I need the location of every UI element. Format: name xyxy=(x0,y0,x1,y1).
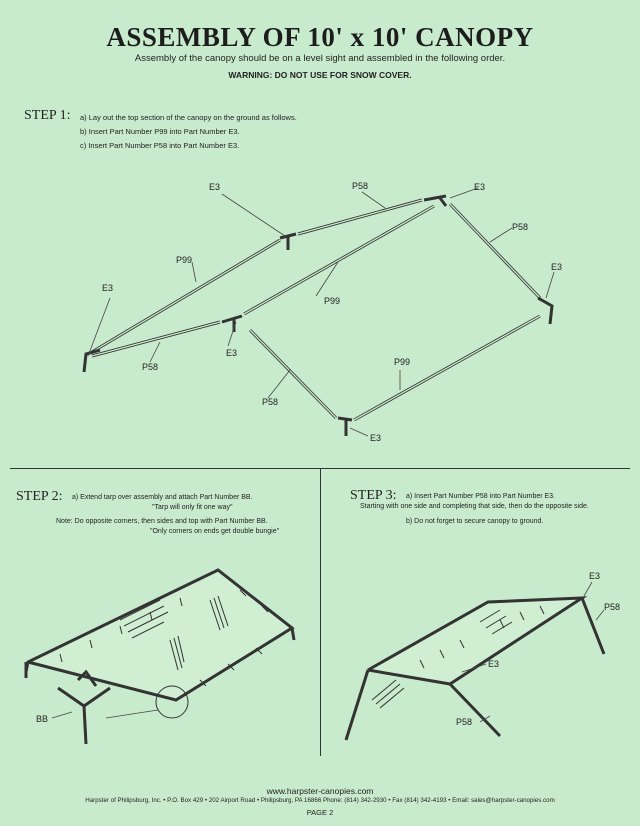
page-subtitle: Assembly of the canopy should be on a level sight and assembled in the following order. xyxy=(134,53,506,64)
step3-canopy-diagram xyxy=(346,582,604,740)
label-step3-e3-mid: E3 xyxy=(488,659,500,669)
step2-note-sub: "Only corners on ends get double bungie" xyxy=(150,528,280,535)
step1-label: STEP 1: xyxy=(24,108,71,123)
page-number: PAGE 2 xyxy=(306,808,334,817)
label-e3-right: E3 xyxy=(551,262,563,272)
warning-text: WARNING: DO NOT USE FOR SNOW COVER. xyxy=(228,70,412,80)
label-e3-top: E3 xyxy=(209,182,221,192)
label-p58-top: P58 xyxy=(352,181,369,191)
label-p99-bottom: P99 xyxy=(394,357,411,367)
step3-label: STEP 3: xyxy=(350,488,397,503)
label-bb: BB xyxy=(36,714,49,724)
step1-line-c: c) Insert Part Number P58 into Part Number E3. xyxy=(80,141,240,150)
label-e3-mid: E3 xyxy=(226,348,238,358)
step2-line-a: a) Extend tarp over assembly and attach Part Number BB. xyxy=(72,494,253,501)
step1-line-a: a) Lay out the top section of the canopy on the ground as follows. xyxy=(80,113,297,122)
label-e3-left: E3 xyxy=(102,283,114,293)
step2-note: Note: Do opposite corners, then sides and top with Part Number BB. xyxy=(56,518,268,525)
step2-label: STEP 2: xyxy=(16,489,63,504)
step1-line-b: b) Insert Part Number P99 into Part Number E3. xyxy=(80,127,240,136)
label-step3-p58-right: P58 xyxy=(604,602,621,612)
label-step3-p58-bottom: P58 xyxy=(456,717,473,727)
label-step3-e3-top: E3 xyxy=(589,571,601,581)
label-p58-bottom: P58 xyxy=(262,397,279,407)
label-p58-left: P58 xyxy=(142,362,159,372)
step2-line-a-note: "Tarp will only fit one way" xyxy=(152,504,233,511)
step2-canopy-diagram xyxy=(26,570,294,744)
label-e3-bottom: E3 xyxy=(370,433,382,443)
footer-address: Harpster of Philipsburg, Inc. • P.O. Box 429 • 202 Airport Road • Philipsburg, PA 16866 Phone: (814) 342-2930 • Fax (814) 342-4193 • Email: sales@harpster-canopies.com xyxy=(85,797,555,804)
label-p99-mid: P99 xyxy=(324,296,341,306)
step3-line-b: b) Do not forget to secure canopy to ground. xyxy=(406,518,544,525)
label-p58-right: P58 xyxy=(512,222,529,232)
label-e3-topright: E3 xyxy=(474,182,486,192)
page-title: ASSEMBLY OF 10' x 10' CANOPY xyxy=(106,22,534,52)
footer-url: www.harpster-canopies.com xyxy=(266,786,374,796)
label-p99-left: P99 xyxy=(176,255,193,265)
step3-line-a-sub: Starting with one side and completing that side, then do the opposite side. xyxy=(360,503,589,510)
step3-line-a: a) Insert Part Number P58 into Part Number E3. xyxy=(406,493,556,500)
